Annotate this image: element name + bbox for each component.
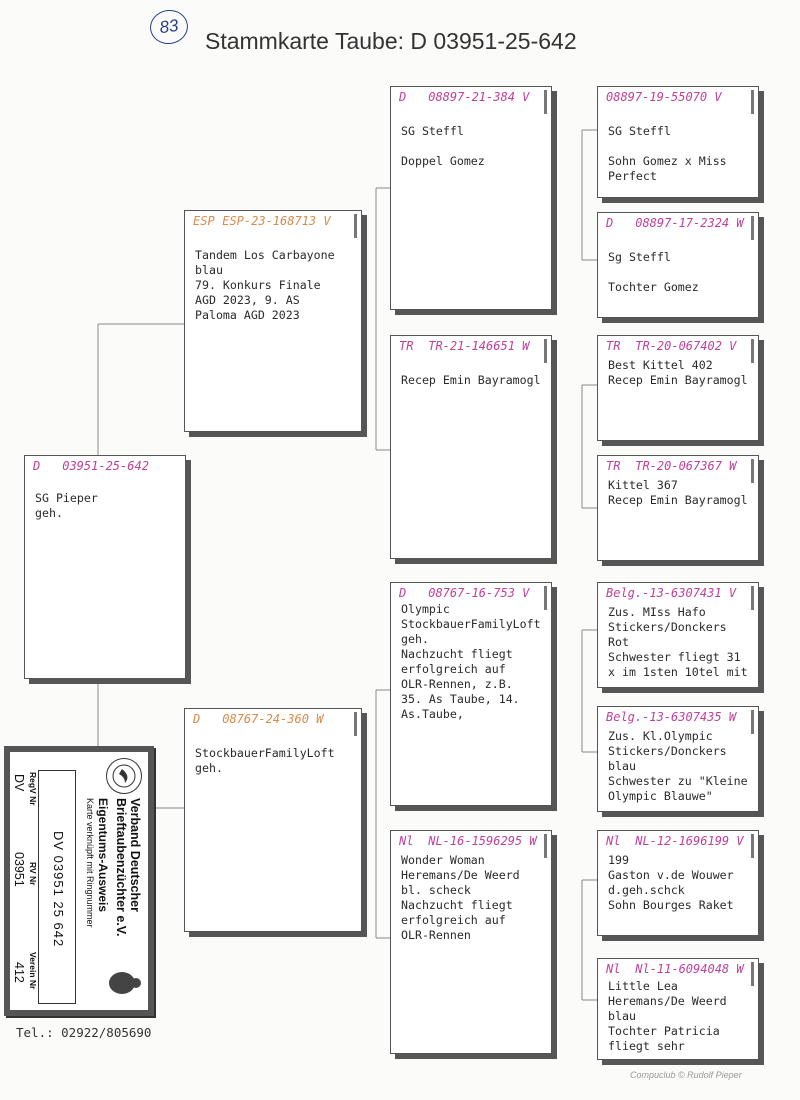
sex-marker: W bbox=[529, 834, 537, 848]
pigeon-card-mother[interactable] bbox=[184, 708, 362, 932]
sex-marker: V bbox=[714, 90, 722, 104]
corner-mark bbox=[354, 214, 357, 238]
sex-marker: V bbox=[729, 339, 737, 353]
pigeon-info-mmf bbox=[608, 853, 754, 913]
ring-number-mfm bbox=[606, 710, 752, 724]
ring-id: NL-12-1696199 bbox=[635, 834, 730, 848]
ring-id: 08897-21-384 bbox=[428, 90, 515, 104]
info-line: Paloma AGD 2023 bbox=[195, 308, 300, 322]
info-line: Perfect bbox=[608, 169, 657, 183]
corner-mark bbox=[544, 90, 547, 114]
info-line: Recep Emin Bayramogl bbox=[401, 373, 541, 387]
footer-credit: Compuclub © Rudolf Pieper bbox=[630, 1070, 742, 1080]
info-line: Little Lea bbox=[608, 979, 678, 993]
info-line: Sohn Bourges Raket bbox=[608, 898, 734, 912]
ownership-card-content bbox=[10, 752, 148, 1010]
ring-id: NL-16-1596295 bbox=[428, 834, 523, 848]
ring-id: TR-21-146651 bbox=[428, 339, 515, 353]
pigeon-info-mm bbox=[401, 853, 547, 943]
info-line: Best Kittel 402 bbox=[608, 358, 713, 372]
pigeon-card-mff[interactable] bbox=[597, 582, 759, 688]
info-line bbox=[608, 139, 754, 154]
pigeon-card-ff[interactable] bbox=[390, 86, 552, 310]
pigeon-info-fff bbox=[608, 124, 754, 184]
country-code: Nl bbox=[399, 834, 414, 848]
info-line: bl. scheck bbox=[401, 883, 471, 897]
pigeon-info-fmf bbox=[608, 358, 754, 388]
pigeon-info-fm bbox=[401, 373, 547, 388]
info-line: Recep Emin Bayramogl bbox=[608, 493, 748, 507]
info-line: Stickers/Donckers bbox=[608, 744, 727, 758]
sex-marker: W bbox=[729, 459, 737, 473]
regv-label: RegV Nr bbox=[28, 772, 38, 806]
country-code: D bbox=[606, 216, 614, 230]
info-line: Tandem Los Carbayone bbox=[195, 248, 335, 262]
info-line: Heremans/De Weerd bbox=[401, 868, 520, 882]
info-line: Zus. MIss Hafo bbox=[608, 605, 706, 619]
sex-marker: V bbox=[728, 586, 737, 600]
ownership-card bbox=[4, 746, 154, 1016]
ring-id: 08767-24-360 bbox=[222, 712, 309, 726]
verein-value: 412 bbox=[12, 962, 26, 983]
info-line: erfolgreich auf bbox=[401, 662, 506, 676]
ring-number-fmm bbox=[606, 459, 752, 473]
info-line: Tochter Gomez bbox=[608, 280, 699, 294]
pigeon-info-mother bbox=[195, 746, 357, 776]
ring-number-ffm bbox=[606, 216, 752, 230]
info-line: Nachzucht fliegt bbox=[401, 898, 513, 912]
ring-id: ESP-23-168713 bbox=[222, 214, 317, 228]
pigeon-info-father bbox=[195, 248, 357, 323]
ring-number-ff bbox=[399, 90, 545, 104]
document-subtitle: Karte verknüpft mit Ringnummer bbox=[85, 798, 95, 928]
ring-id: Belg.-13-6307435 bbox=[606, 710, 722, 724]
corner-mark bbox=[544, 339, 547, 363]
verein-label: Verein Nr bbox=[28, 952, 38, 990]
info-line: geh. bbox=[195, 761, 223, 775]
pigeon-card-fmm[interactable] bbox=[597, 455, 759, 561]
pigeon-card-mm[interactable] bbox=[390, 830, 552, 1054]
info-line bbox=[401, 139, 547, 154]
info-line: blau bbox=[608, 759, 636, 773]
ring-number-father bbox=[193, 214, 355, 228]
info-line: Sg Steffl bbox=[608, 250, 671, 264]
info-line: 199 bbox=[608, 853, 629, 867]
document-title: Eigentums-Ausweis bbox=[96, 798, 110, 913]
club-name-line2: Brieftaubenzüchter e.V. bbox=[114, 798, 128, 937]
info-line: Gaston v.de Wouwer bbox=[608, 868, 734, 882]
info-line: Sohn Gomez x Miss bbox=[608, 154, 727, 168]
info-line: d.geh.schck bbox=[608, 883, 685, 897]
info-line: SG Steffl bbox=[608, 124, 671, 138]
country-code: Nl bbox=[606, 962, 621, 976]
ring-id: 08897-19-55070 bbox=[606, 90, 708, 104]
country-code: TR bbox=[606, 339, 621, 353]
pigeon-card-father[interactable] bbox=[184, 210, 362, 432]
rv-value: 03951 bbox=[12, 852, 26, 887]
rv-label: RV Nr bbox=[28, 862, 38, 886]
sex-marker: W bbox=[728, 710, 737, 724]
info-line: SG Pieper bbox=[35, 491, 98, 505]
ring-number-box bbox=[38, 770, 76, 1004]
info-line: SG Steffl bbox=[401, 124, 464, 138]
ring-number-mmm bbox=[606, 962, 752, 976]
info-line: Tochter Patricia bbox=[608, 1024, 720, 1038]
info-line bbox=[608, 265, 754, 280]
country-code: D bbox=[193, 712, 201, 726]
pigeon-card-mfm[interactable] bbox=[597, 706, 759, 812]
pigeon-card-fmf[interactable] bbox=[597, 335, 759, 441]
info-line: Rot bbox=[608, 635, 629, 649]
info-line: 35. As Taube, 14. bbox=[401, 692, 520, 706]
info-line: Doppel Gomez bbox=[401, 154, 485, 168]
info-line: Wonder Woman bbox=[401, 853, 485, 867]
club-logo-icon bbox=[106, 758, 142, 794]
info-line: 79. Konkurs Finale bbox=[195, 278, 321, 292]
sex-marker: W bbox=[316, 712, 324, 726]
info-line: Recep Emin Bayramogl bbox=[608, 373, 748, 387]
corner-mark bbox=[751, 216, 754, 240]
info-line: Kittel 367 bbox=[608, 478, 678, 492]
pigeon-card-ffm[interactable] bbox=[597, 212, 759, 318]
pigeon-card-subject[interactable] bbox=[24, 455, 186, 679]
country-code: TR bbox=[399, 339, 414, 353]
country-code: ESP bbox=[193, 214, 215, 228]
ring-number-mff bbox=[606, 586, 752, 600]
pigeon-emblem-icon bbox=[104, 966, 144, 1000]
info-line: erfolgreich auf bbox=[401, 913, 506, 927]
ring-number-subject bbox=[33, 459, 179, 473]
ring-number-mm bbox=[399, 834, 545, 848]
ring-id: Belg.-13-6307431 bbox=[606, 586, 722, 600]
ring-number-fm bbox=[399, 339, 545, 353]
info-line: blau bbox=[608, 1009, 636, 1023]
info-line: Zus. Kl.Olympic bbox=[608, 729, 713, 743]
pigeon-card-mmf[interactable] bbox=[597, 830, 759, 936]
ring-id: 03951-25-642 bbox=[62, 459, 149, 473]
pigeon-info-mff bbox=[608, 605, 754, 680]
pigeon-info-ffm bbox=[608, 250, 754, 295]
info-line: OLR-Rennen bbox=[401, 928, 471, 942]
country-code: TR bbox=[606, 459, 621, 473]
ring-number-mmf bbox=[606, 834, 752, 848]
info-line: Heremans/De Weerd bbox=[608, 994, 727, 1008]
sex-marker: V bbox=[323, 214, 331, 228]
page-title: Stammkarte Taube: D 03951-25-642 bbox=[205, 28, 577, 54]
info-line: x im 1sten 10tel mit bbox=[608, 665, 748, 679]
sex-marker: V bbox=[522, 586, 530, 600]
info-line: OLR-Rennen, z.B. bbox=[401, 677, 513, 691]
country-code: D bbox=[33, 459, 41, 473]
pigeon-card-mmm[interactable] bbox=[597, 958, 759, 1060]
handwritten-number: 83 bbox=[148, 8, 190, 47]
info-line: AGD 2023, 9. AS bbox=[195, 293, 300, 307]
sex-marker: V bbox=[736, 834, 744, 848]
info-line: As.Taube, bbox=[401, 707, 464, 721]
ring-id: TR-20-067402 bbox=[635, 339, 722, 353]
ring-number-mf bbox=[399, 586, 545, 600]
info-line: Nachzucht fliegt bbox=[401, 647, 513, 661]
info-line: Schwester zu "Kleine bbox=[608, 774, 748, 788]
ring-number-mother bbox=[193, 712, 355, 726]
corner-mark bbox=[751, 90, 754, 114]
sex-marker: V bbox=[522, 90, 530, 104]
ring-id: 08897-17-2324 bbox=[635, 216, 730, 230]
pigeon-info-subject bbox=[35, 491, 181, 521]
ring-id: 08767-16-753 bbox=[428, 586, 515, 600]
ring-number-fff bbox=[606, 90, 752, 104]
info-line: Olympic Blauwe" bbox=[608, 789, 713, 803]
country-code: Nl bbox=[606, 834, 621, 848]
club-name-line1: Verband Deutscher bbox=[128, 798, 142, 912]
info-line: Olympic bbox=[401, 602, 450, 616]
pigeon-info-ff bbox=[401, 124, 547, 169]
pigeon-info-mf bbox=[401, 602, 547, 722]
ring-id: TR-20-067367 bbox=[635, 459, 722, 473]
ring-id: Nl-11-6094048 bbox=[635, 962, 730, 976]
sex-marker: W bbox=[736, 962, 744, 976]
pigeon-card-mf[interactable] bbox=[390, 582, 552, 806]
country-code: D bbox=[399, 586, 407, 600]
sex-marker: W bbox=[736, 216, 744, 230]
info-line: StockbauerFamilyLoft bbox=[401, 617, 541, 631]
info-line: geh. bbox=[401, 632, 429, 646]
info-line: fliegt sehr bbox=[608, 1039, 685, 1053]
ownership-card-inner bbox=[10, 752, 148, 1010]
country-code: D bbox=[399, 90, 407, 104]
pigeon-info-fmm bbox=[608, 478, 754, 508]
pigeon-card-fm[interactable] bbox=[390, 335, 552, 559]
corner-mark bbox=[354, 712, 357, 736]
pigeon-card-fff[interactable] bbox=[597, 86, 759, 198]
ring-number-full: DV 03951 25 642 bbox=[51, 831, 66, 948]
sex-marker: W bbox=[522, 339, 530, 353]
info-line: StockbauerFamilyLoft bbox=[195, 746, 335, 760]
club-name bbox=[114, 798, 142, 936]
telephone: Tel.: 02922/805690 bbox=[16, 1025, 152, 1040]
pigeon-info-mfm bbox=[608, 729, 754, 804]
ring-number-fmf bbox=[606, 339, 752, 353]
info-line: Stickers/Donckers bbox=[608, 620, 727, 634]
regv-value: DV bbox=[12, 774, 26, 792]
info-line: Schwester fliegt 31 bbox=[608, 650, 741, 664]
info-line: blau bbox=[195, 263, 223, 277]
info-line: geh. bbox=[35, 506, 63, 520]
pigeon-info-mmm bbox=[608, 979, 754, 1054]
